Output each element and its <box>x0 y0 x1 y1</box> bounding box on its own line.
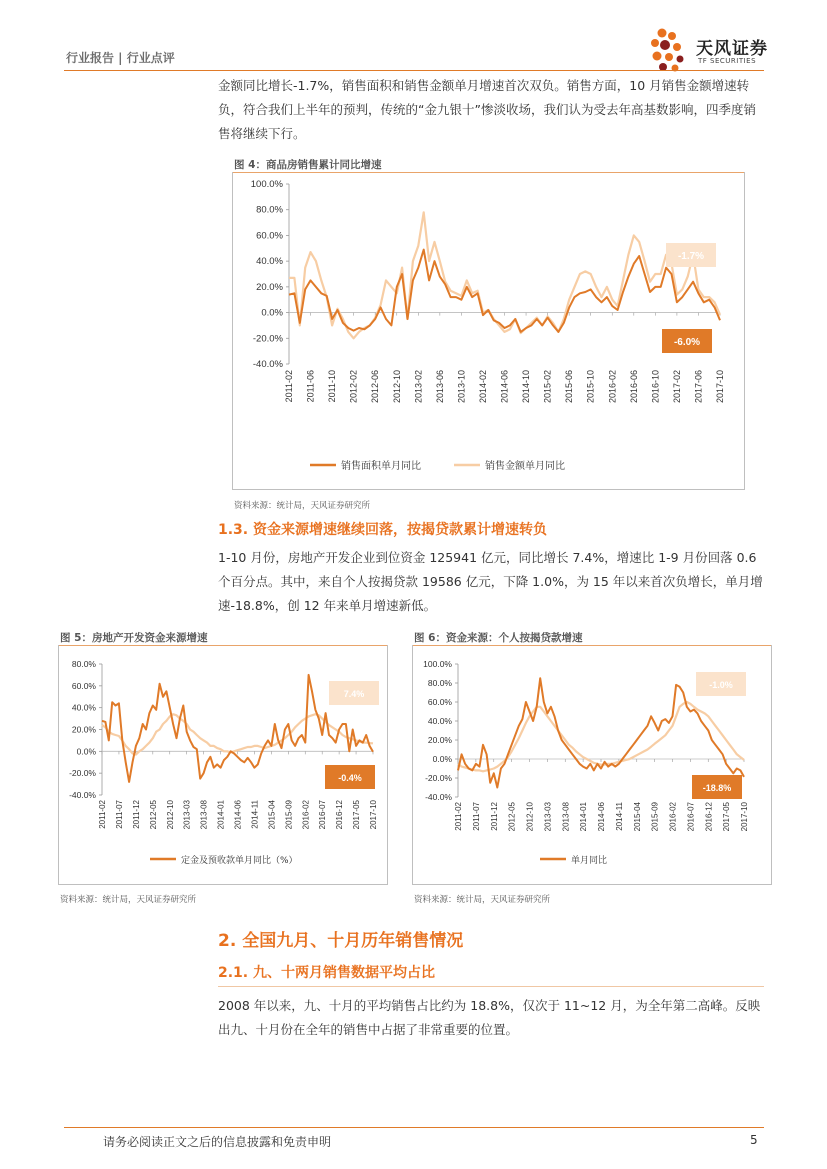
fig6-x-tick-label: 2016-07 <box>686 802 696 832</box>
fig6-y-tick-label: 0.0% <box>432 754 452 764</box>
fig6-x-tick-label: 2013-03 <box>543 802 553 832</box>
fig6-x-tick-label: 2017-05 <box>722 802 732 832</box>
fig6-source: 资料来源：统计局，天风证券研究所 <box>414 895 551 905</box>
fig4-title: 图 4：商品房销售累计同比增速 <box>234 159 382 171</box>
fig5-x-tick-label: 2011-02 <box>98 800 107 829</box>
fig5-x-tick-label: 2013-08 <box>199 800 209 830</box>
tf-logo-icon <box>648 25 692 73</box>
fig5-x-tick-label: 2015-09 <box>284 800 294 830</box>
fig4-x-tick-label: 2017-02 <box>671 370 682 404</box>
fig4-x-tick-label: 2015-06 <box>564 370 575 404</box>
fig4-x-tick-label: 2012-06 <box>370 370 381 404</box>
fig5-x-tick-label: 2014-06 <box>233 800 243 830</box>
fig4-x-tick-label: 2016-10 <box>650 370 661 404</box>
fig6-y-tick-label: -40.0% <box>425 792 452 802</box>
fig4-x-tick-label: 2016-06 <box>628 370 639 404</box>
fig6-x-tick-label: 2016-02 <box>668 802 678 832</box>
fig5-x-tick-label: 2013-03 <box>182 800 192 830</box>
fig5-x-tick-label: 2012-10 <box>165 800 175 830</box>
fig5-y-tick-label: 0.0% <box>76 746 96 757</box>
fig5-x-tick-label: 2011-12 <box>131 800 141 829</box>
fig4-x-tick-label: 2014-10 <box>521 370 532 404</box>
fig6-title: 图 6：资金来源：个人按揭贷款增速 <box>414 632 583 644</box>
fig4-y-tick-label: 0.0% <box>261 307 283 319</box>
fig6-x-tick-label: 2017-10 <box>740 802 749 832</box>
fig4-x-tick-label: 2014-06 <box>499 370 510 404</box>
logo-chinese-name: 天风证券 <box>696 39 768 59</box>
fig6-x-tick-label: 2015-09 <box>650 802 660 832</box>
intro-paragraph: 金额同比增长-1.7%，销售面积和销售金额单月增速首次双负。销售方面，10 月销售金额增速转负，符合我们上半年的预判，传统的“金九银十”惨淡收场，我们认为受去年高基数影响，四季度销售将继续下行。 <box>218 78 756 141</box>
fig6-x-tick-label: 2012-10 <box>525 802 535 832</box>
fig5-y-tick-label: 20.0% <box>71 724 96 735</box>
fig5-y-tick-label: -20.0% <box>69 768 96 779</box>
fig6-x-tick-label: 2015-04 <box>632 802 642 832</box>
fig5-y-tick-label: 80.0% <box>71 659 96 669</box>
header-divider <box>64 70 764 71</box>
fig5-legend-label: 定金及预收款单月同比（%） <box>181 856 298 866</box>
fig4-x-tick-label: 2013-10 <box>456 370 467 404</box>
fig4-x-tick-label: 2013-06 <box>434 370 445 404</box>
fig6-x-tick-label: 2012-05 <box>507 802 517 832</box>
section-2-title: 2. 全国九月、十月历年销售情况 <box>218 931 464 951</box>
fig4-x-tick-label: 2011-06 <box>305 370 316 403</box>
section-1-3-title: 1.3. 资金来源增速继续回落，按揭贷款累计增速转负 <box>218 522 547 538</box>
fig6-x-tick-label: 2014-11 <box>614 802 624 831</box>
fig4-y-tick-label: 80.0% <box>256 204 283 216</box>
section-2-1-underline <box>218 986 764 987</box>
section-2-1-title: 2.1. 九、十两月销售数据平均占比 <box>218 965 435 981</box>
section-1-3-paragraph: 1-10 月份，房地产开发企业到位资金 125941 亿元，同比增长 7.4%，增速比 1-9 月份回落 0.6 个百分点。其中，来自个人按揭贷款 19586 亿元，下降 1.0%，为 15 年以来首次负增长，单月增速-18.8%，创 12 年来单月增速新低。 <box>218 550 763 613</box>
fig4-legend-label: 销售面积单月同比 <box>341 461 421 472</box>
fig5-x-tick-label: 2017-10 <box>369 800 378 830</box>
fig6-x-tick-label: 2011-12 <box>489 802 499 831</box>
fig5-x-tick-label: 2011-07 <box>114 800 124 829</box>
fig4-y-tick-label: 20.0% <box>256 281 283 293</box>
fig4-x-tick-label: 2013-02 <box>413 370 424 404</box>
fig5-title: 图 5：房地产开发资金来源增速 <box>60 632 208 644</box>
fig5-y-tick-label: 40.0% <box>71 702 96 713</box>
company-logo <box>648 25 768 73</box>
page-number: 5 <box>750 1133 758 1147</box>
fig4-x-tick-label: 2011-10 <box>327 370 338 403</box>
fig4-annotation-label: -1.7% <box>677 251 705 262</box>
fig6-y-tick-label: 60.0% <box>427 697 452 707</box>
fig6-annotation-label: -18.8% <box>702 783 732 793</box>
fig4-legend-label: 销售金额单月同比 <box>485 461 565 472</box>
fig4-y-tick-label: 40.0% <box>256 256 283 268</box>
fig6-chart <box>412 647 772 885</box>
fig5-x-tick-label: 2012-05 <box>148 800 158 830</box>
fig6-y-tick-label: 40.0% <box>427 716 452 726</box>
fig6-x-tick-label: 2011-02 <box>454 802 463 831</box>
fig6-x-tick-label: 2011-07 <box>471 802 481 831</box>
fig5-y-tick-label: -40.0% <box>69 790 96 800</box>
fig4-x-tick-label: 2015-10 <box>585 370 596 404</box>
fig6-y-tick-label: 20.0% <box>427 735 452 745</box>
fig6-y-tick-label: -20.0% <box>425 773 452 783</box>
fig6-x-tick-label: 2016-12 <box>704 802 714 832</box>
fig5-annotation-label: 7.4% <box>343 689 365 699</box>
fig4-x-tick-label: 2011-02 <box>284 370 294 403</box>
logo-english-name: TF SECURITIES <box>698 57 757 65</box>
fig4-y-tick-label: 100.0% <box>250 179 283 190</box>
fig4-series-line-0 <box>289 250 720 332</box>
fig6-annotation-label: -1.0% <box>709 680 733 690</box>
fig4-y-tick-label: -20.0% <box>252 333 283 345</box>
fig5-series-line-1 <box>102 714 373 754</box>
fig4-x-tick-label: 2015-02 <box>542 370 553 404</box>
fig6-legend-label: 单月同比 <box>571 856 608 866</box>
fig4-annotation-label: -6.0% <box>673 337 701 348</box>
fig6-x-tick-label: 2014-01 <box>579 802 589 832</box>
fig5-annotation-label: -0.4% <box>338 773 362 783</box>
fig5-source: 资料来源：统计局，天风证券研究所 <box>60 895 197 905</box>
fig5-x-tick-label: 2014-01 <box>216 800 226 830</box>
fig4-x-tick-label: 2012-10 <box>391 370 402 404</box>
fig6-x-tick-label: 2013-08 <box>561 802 571 832</box>
fig5-x-tick-label: 2016-07 <box>318 800 328 830</box>
fig4-source: 资料来源：统计局，天风证券研究所 <box>234 501 371 511</box>
fig5-chart <box>58 647 388 885</box>
fig4-series-line-1 <box>289 212 720 338</box>
fig4-chart <box>232 174 745 490</box>
fig4-x-tick-label: 2017-10 <box>715 370 725 404</box>
fig4-x-tick-label: 2017-06 <box>693 370 704 404</box>
fig5-x-tick-label: 2016-12 <box>335 800 345 830</box>
fig6-y-tick-label: 80.0% <box>427 678 452 688</box>
fig4-x-tick-label: 2016-02 <box>607 370 618 404</box>
fig4-y-tick-label: 60.0% <box>256 230 283 242</box>
fig4-x-tick-label: 2014-02 <box>477 370 488 404</box>
fig5-x-tick-label: 2016-02 <box>301 800 311 830</box>
fig6-y-tick-label: 100.0% <box>423 659 452 669</box>
footer-disclaimer: 请务必阅读正文之后的信息披露和免责申明 <box>103 1135 332 1149</box>
fig4-x-tick-label: 2012-02 <box>348 370 359 404</box>
section-2-1-paragraph: 2008 年以来，九、十月的平均销售占比约为 18.8%，仅次于 11~12 月，为全年第二高峰。反映出九、十月份在全年的销售中占据了非常重要的位置。 <box>218 998 761 1037</box>
fig4-y-tick-label: -40.0% <box>252 359 283 370</box>
fig5-x-tick-label: 2014-11 <box>250 800 260 829</box>
fig6-x-tick-label: 2014-06 <box>597 802 606 832</box>
fig5-x-tick-label: 2017-05 <box>352 800 362 830</box>
fig5-x-tick-label: 2015-04 <box>267 800 277 830</box>
fig5-y-tick-label: 60.0% <box>71 680 96 691</box>
footer-divider <box>64 1127 764 1128</box>
report-category: 行业报告 | 行业点评 <box>66 51 175 65</box>
